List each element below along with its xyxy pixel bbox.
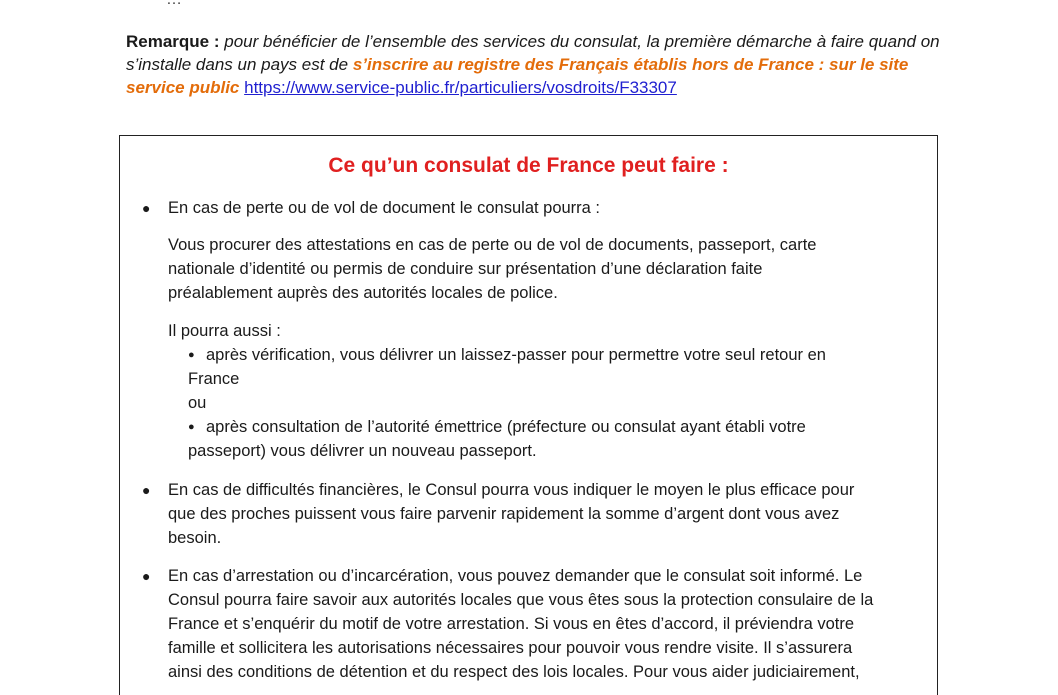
cut-off-previous-line <box>166 0 182 9</box>
bullet-icon: ● <box>142 200 151 216</box>
item3-line5: ainsi des conditions de détention et du respect des lois locales. Pour vous aider judiciairement, <box>168 663 860 681</box>
item1-text: En cas de perte ou de vol de document le consulat pourra : <box>168 199 601 217</box>
item2-line3: besoin. <box>168 529 222 547</box>
item1-intro2: Il pourra aussi : <box>168 322 281 340</box>
item1-ou: ou <box>188 394 207 412</box>
item1-sub1-line1: après vérification, vous délivrer un laissez-passer pour permettre votre seul retour en <box>206 346 826 364</box>
remarque-highlight: s’inscrire au registre des Français établis hors de France : sur le site service public <box>126 55 909 97</box>
bullet-icon: ● <box>142 482 151 498</box>
item1-sub1-line2: France <box>188 370 240 388</box>
remarque-text: pour bénéficier de l’ensemble des services du consulat, la première démarche à faire quand on s’installe dans un pays est de <box>126 32 940 74</box>
item1-para1-line1: Vous procurer des attestations en cas de perte ou de vol de documents, passeport, carte <box>168 236 817 254</box>
item3-line2: Consul pourra faire savoir aux autorités locales que vous êtes sous la protection consulaire de la <box>168 591 874 609</box>
consulat-services-box <box>119 135 938 695</box>
item2-line2: que des proches puissent vous faire parvenir rapidement la somme d’argent dont vous avez <box>168 505 840 523</box>
item2-line1: En cas de difficultés financières, le Consul pourra vous indiquer le moyen le plus efficace pour <box>168 481 855 499</box>
item1-para1-line3: préalablement auprès des autorités locales de police. <box>168 284 558 302</box>
service-public-link[interactable]: https://www.service-public.fr/particuliers/vosdroits/F33307 <box>244 78 677 97</box>
item1-sub2-line2: passeport) vous délivrer un nouveau passeport. <box>188 442 537 460</box>
box-title: Ce qu’un consulat de France peut faire : <box>328 154 729 177</box>
sub-bullet-icon: ● <box>188 421 195 433</box>
bullet-icon: ● <box>142 568 151 584</box>
item3-line1: En cas d’arrestation ou d’incarcération, vous pouvez demander que le consulat soit informé. Le <box>168 567 863 585</box>
remarque-label: Remarque : <box>126 32 220 51</box>
item1-sub2-line1: après consultation de l’autorité émettrice (préfecture ou consulat ayant établi votre <box>206 418 806 436</box>
item1-para1-line2: nationale d’identité ou permis de conduire sur présentation d’une déclaration faite <box>168 260 763 278</box>
item3-line3: France et s’enquérir du motif de votre arrestation. Si vous en êtes d’accord, il préviendra votre <box>168 615 855 633</box>
item3-line4: famille et sollicitera les autorisations nécessaires pour pouvoir vous rendre visite. Il s’assurera <box>168 639 853 657</box>
sub-bullet-icon: ● <box>188 349 195 361</box>
remarque-paragraph <box>126 30 946 99</box>
